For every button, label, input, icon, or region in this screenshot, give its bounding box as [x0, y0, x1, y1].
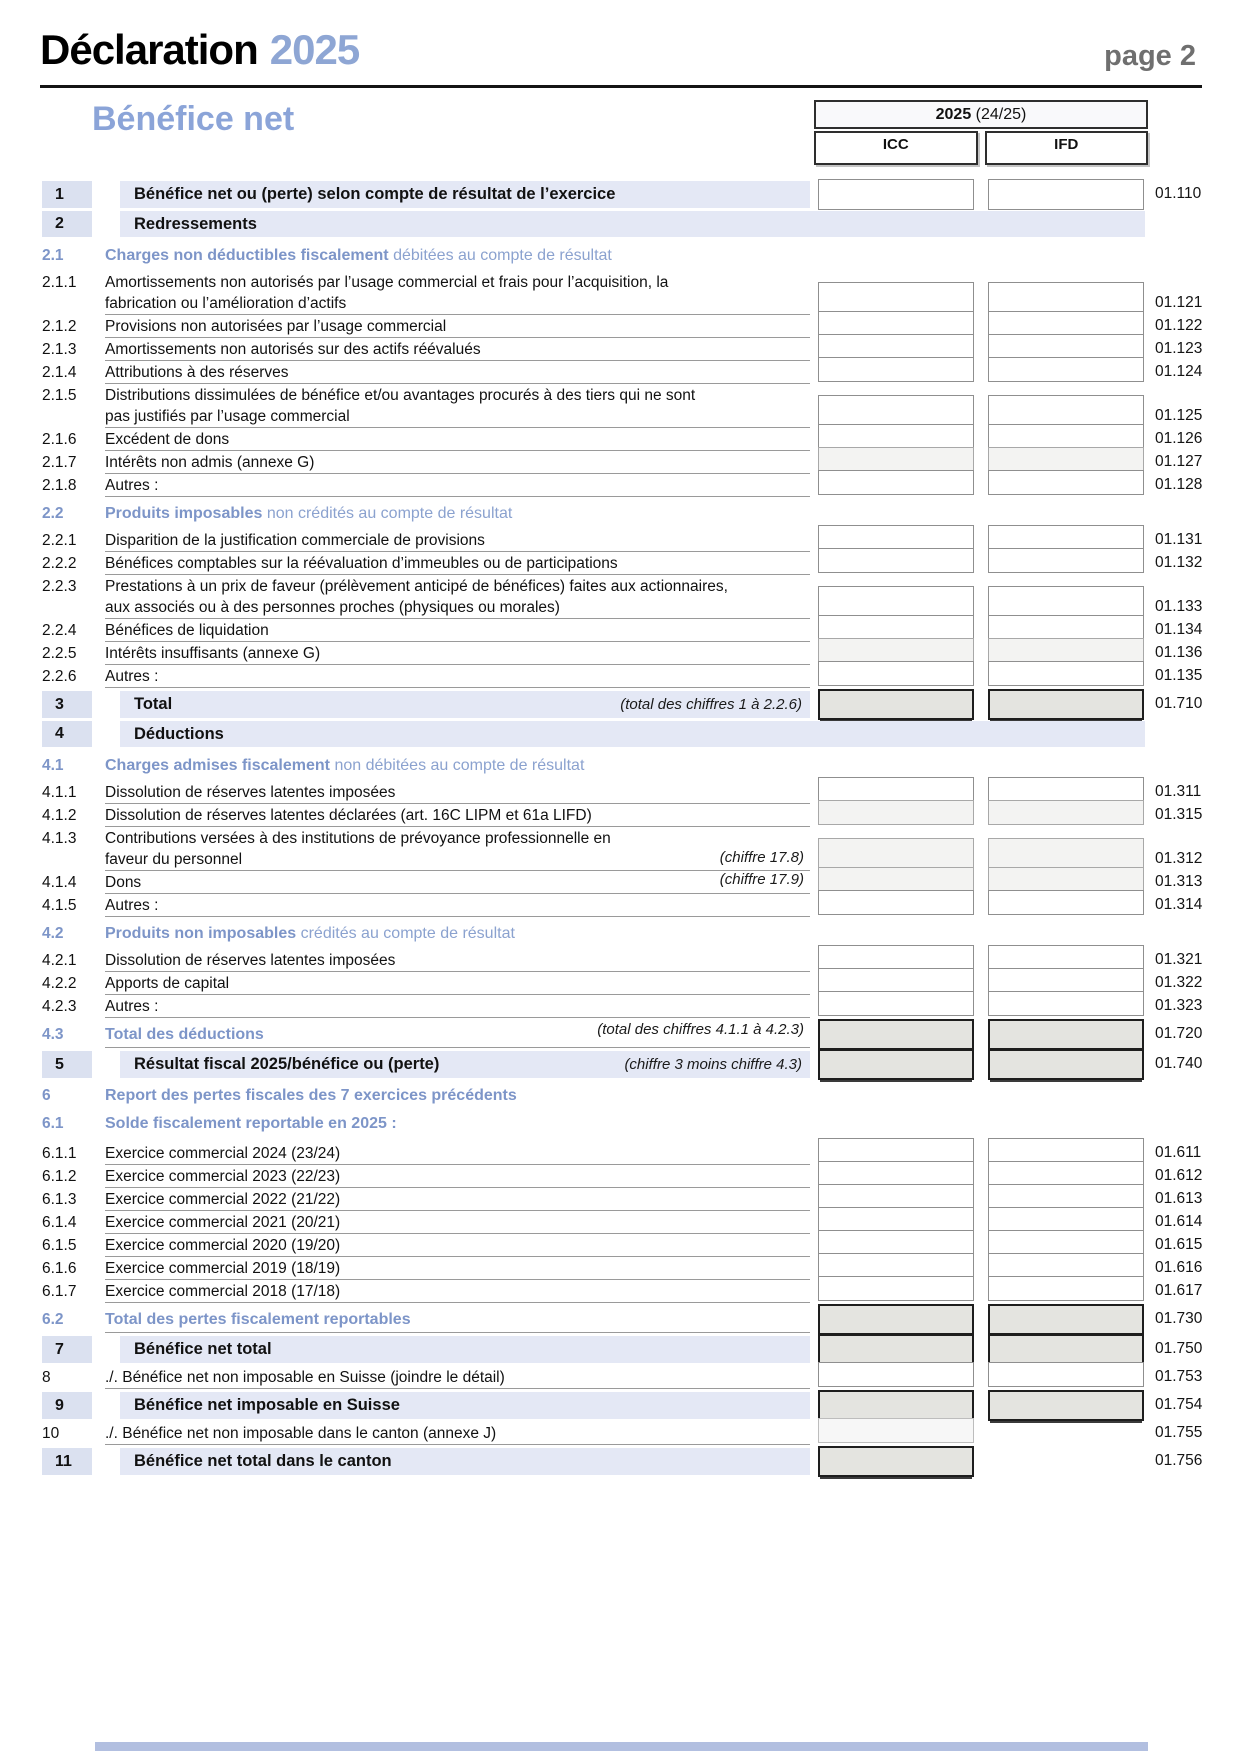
row-label: Autres :: [105, 894, 810, 917]
row-2.2.3: [0, 575, 1240, 619]
row-label: Exercice commercial 2021 (20/21): [105, 1211, 810, 1234]
icc-input-2.1.8[interactable]: [818, 470, 974, 495]
ifd-input-2.1.8[interactable]: [988, 470, 1144, 495]
row-4.1.3: [0, 827, 1240, 871]
row-label: Dissolution de réserves latentes imposées: [105, 949, 810, 972]
ifd-input-4.2.2[interactable]: [988, 968, 1144, 993]
icc-input-6.1.7[interactable]: [818, 1276, 974, 1301]
ifd-input-2.2.5[interactable]: [988, 638, 1144, 663]
row-code: 01.133: [1155, 598, 1203, 615]
row-label: Bénéfice net ou (perte) selon compte de résultat de l’exercice: [120, 181, 810, 208]
row-code: 01.720: [1155, 1025, 1203, 1042]
form-rows: [0, 178, 1240, 1478]
row-label-bold: Solde fiscalement reportable en 2025 :: [105, 1115, 397, 1132]
row-label: Amortissements non autorisés sur des actifs réévalués: [105, 338, 810, 361]
ifd-input-6.1.4[interactable]: [988, 1207, 1144, 1232]
icc-input-6.1.1[interactable]: [818, 1138, 974, 1163]
row-number: 4: [42, 721, 92, 747]
row-9: [0, 1392, 1240, 1419]
row-8: [0, 1366, 1240, 1389]
icc-input-2.1.6[interactable]: [818, 424, 974, 449]
ifd-input-4.1.5[interactable]: [988, 890, 1144, 915]
icc-input-8[interactable]: [818, 1362, 974, 1387]
row-code: 01.125: [1155, 407, 1203, 424]
ifd-input-2.1.3[interactable]: [988, 334, 1144, 359]
ifd-input-4.3[interactable]: [988, 1019, 1144, 1050]
icc-input-1[interactable]: [818, 179, 974, 210]
icc-input-2.2.2[interactable]: [818, 548, 974, 573]
row-label: Bénéfice net total: [120, 1336, 810, 1363]
icc-input-6.1.4[interactable]: [818, 1207, 974, 1232]
row-code: 01.110: [1155, 185, 1202, 202]
icc-input-7[interactable]: [818, 1334, 974, 1365]
row-2.1.4: [0, 361, 1240, 384]
ifd-input-6.1.7[interactable]: [988, 1276, 1144, 1301]
row-7: [0, 1336, 1240, 1363]
row-code: 01.123: [1155, 340, 1203, 357]
icc-input-5[interactable]: [818, 1049, 974, 1080]
ifd-input-2.1.6[interactable]: [988, 424, 1144, 449]
row-10: [0, 1422, 1240, 1445]
row-label: [105, 1086, 810, 1106]
row-number: 2.1.7: [42, 454, 77, 471]
icc-input-4.1.1[interactable]: [818, 777, 974, 802]
row-number: 2.2: [42, 505, 64, 522]
row-label: Déductions: [120, 721, 1145, 747]
row-code: 01.754: [1155, 1396, 1203, 1413]
row-label: Total des déductions (total des chiffres 4.1.1 à 4.2.3): [105, 1021, 810, 1048]
ifd-input-6.2[interactable]: [988, 1304, 1144, 1335]
page-title-word: Déclaration: [40, 26, 258, 73]
row-number: 4.2.3: [42, 998, 77, 1015]
row-number: 9: [42, 1392, 92, 1419]
icc-input-4.2.3[interactable]: [818, 991, 974, 1016]
row-label: [105, 384, 810, 428]
row-number: 2.2.2: [42, 555, 77, 572]
row-number: 2.2.4: [42, 622, 77, 639]
row-code: 01.128: [1155, 476, 1203, 493]
page-title: [40, 26, 359, 74]
section-title: Bénéfice net: [92, 100, 295, 138]
row-4.2: [0, 924, 1240, 944]
page-number-label: page 2: [1104, 40, 1196, 72]
row-number: 2.1.5: [42, 387, 77, 404]
row-number: 6.1: [42, 1115, 64, 1132]
row-label: Exercice commercial 2023 (22/23): [105, 1165, 810, 1188]
row-label: ./. Bénéfice net non imposable dans le canton (annexe J): [105, 1422, 810, 1445]
icc-input-4.1.5[interactable]: [818, 890, 974, 915]
row-label: Résultat fiscal 2025/bénéfice ou (perte) (chiffre 3 moins chiffre 4.3): [120, 1051, 810, 1078]
row-label-line2: aux associés ou à des personnes proches (physiques ou morales): [105, 599, 560, 616]
row-code: 01.750: [1155, 1340, 1203, 1357]
row-number: 5: [42, 1051, 92, 1078]
row-label-bold: Produits non imposables: [105, 925, 297, 942]
icc-input-6.1.3[interactable]: [818, 1184, 974, 1209]
row-label: Attributions à des réserves: [105, 361, 810, 384]
icc-input-9[interactable]: [818, 1390, 974, 1421]
row-number: 2.1: [42, 247, 64, 264]
row-code: 01.136: [1155, 644, 1203, 661]
row-number: 10: [42, 1425, 60, 1442]
row-number: 11: [42, 1448, 92, 1475]
row-number: 2.2.5: [42, 645, 77, 662]
row-number: 6.1.7: [42, 1283, 77, 1300]
icc-input-2.1.4[interactable]: [818, 357, 974, 382]
row-4: [0, 721, 1240, 747]
row-label: Redressements: [120, 211, 1145, 237]
row-code: 01.126: [1155, 430, 1203, 447]
row-number: 2.1.8: [42, 477, 77, 494]
row-number: 2.2.6: [42, 668, 77, 685]
row-code: 01.710: [1155, 695, 1203, 712]
row-code: 01.311: [1155, 783, 1202, 800]
row-number: 6.1.4: [42, 1214, 77, 1231]
row-label: Bénéfice net total dans le canton: [120, 1448, 810, 1475]
row-label: Bénéfices comptables sur la réévaluation d’immeubles ou de participations: [105, 552, 810, 575]
row-code: 01.313: [1155, 873, 1203, 890]
ifd-input-2.1.2[interactable]: [988, 311, 1144, 336]
row-label-line1: Contributions versées à des institutions de prévoyance professionnelle en: [105, 830, 611, 847]
row-code: 01.121: [1155, 294, 1203, 311]
row-label-rest: non crédités au compte de résultat: [262, 505, 513, 522]
row-label: Autres :: [105, 995, 810, 1018]
tax-year: 2025: [935, 106, 972, 123]
ifd-input-6.1.3[interactable]: [988, 1184, 1144, 1209]
row-label: ./. Bénéfice net non imposable en Suisse (joindre le détail): [105, 1366, 810, 1389]
row-code: 01.613: [1155, 1190, 1203, 1207]
row-number: 1: [42, 181, 92, 208]
row-code: 01.322: [1155, 974, 1203, 991]
row-number: 6: [42, 1087, 51, 1104]
row-label-line2: fabrication ou l’amélioration d’actifs: [105, 295, 347, 312]
row-2.1.8: [0, 474, 1240, 497]
tax-year-note-value: (24/25): [975, 106, 1027, 123]
row-number: 8: [42, 1369, 51, 1386]
row-label: Apports de capital: [105, 972, 810, 995]
ifd-input-2.2.1[interactable]: [988, 525, 1144, 550]
row-code: 01.131: [1155, 531, 1203, 548]
icc-input-2.2.1[interactable]: [818, 525, 974, 550]
row-number: 2.1.6: [42, 431, 77, 448]
row-number: 4.1.2: [42, 807, 77, 824]
icc-input-11[interactable]: [818, 1446, 974, 1477]
row-label-line1: Amortissements non autorisés par l’usage commercial et frais pour l’acquisition, la: [105, 274, 669, 291]
row-number: 2.1.2: [42, 318, 77, 335]
row-number: 6.1.6: [42, 1260, 77, 1277]
row-note: (total des chiffres 4.1.1 à 4.2.3): [597, 1021, 804, 1038]
row-6.1.7: [0, 1280, 1240, 1303]
ifd-input-2.2.6[interactable]: [988, 661, 1144, 686]
row-label-bold: Report des pertes fiscales des 7 exercices précédents: [105, 1087, 517, 1104]
row-number: 6.1.2: [42, 1168, 77, 1185]
row-number: 4.1.1: [42, 784, 77, 801]
row-label: Excédent de dons: [105, 428, 810, 451]
row-number: 3: [42, 691, 92, 718]
row-code: 01.753: [1155, 1368, 1203, 1385]
row-label: [105, 575, 810, 619]
row-code: 01.122: [1155, 317, 1203, 334]
row-5: [0, 1051, 1240, 1078]
icc-input-6.1.6[interactable]: [818, 1253, 974, 1278]
row-note: (chiffre 17.9): [719, 871, 804, 888]
row-label: Intérêts insuffisants (annexe G): [105, 642, 810, 665]
icc-input-2.1.3[interactable]: [818, 334, 974, 359]
row-6: [0, 1086, 1240, 1106]
ifd-input-2.1.7[interactable]: [988, 447, 1144, 472]
icc-input-2.2.6[interactable]: [818, 661, 974, 686]
row-label-bold: Charges non déductibles fiscalement: [105, 247, 389, 264]
row-label: Dissolution de réserves latentes imposées: [105, 781, 810, 804]
header-divider: [40, 85, 1202, 88]
ifd-input-4.1.4[interactable]: [988, 867, 1144, 892]
row-code: 01.611: [1155, 1144, 1202, 1161]
row-4.1.2: [0, 804, 1240, 827]
row-label-rest: non débitées au compte de résultat: [330, 757, 585, 774]
row-code: 01.127: [1155, 453, 1203, 470]
row-label: [105, 756, 810, 776]
ifd-input-2.2.4[interactable]: [988, 615, 1144, 640]
icc-input-4.2.1[interactable]: [818, 945, 974, 970]
row-2.2.6: [0, 665, 1240, 688]
row-label: [105, 827, 810, 871]
row-label-line2: faveur du personnel: [105, 851, 243, 868]
row-code: 01.614: [1155, 1213, 1203, 1230]
icc-input-6.1.5[interactable]: [818, 1230, 974, 1255]
ifd-input-9[interactable]: [988, 1390, 1144, 1421]
row-number: 4.1.4: [42, 874, 77, 891]
row-2.2: [0, 504, 1240, 524]
row-11: [0, 1448, 1240, 1475]
icc-input-2.1.7[interactable]: [818, 447, 974, 472]
row-number: 2.1.1: [42, 274, 77, 291]
row-code: 01.756: [1155, 1452, 1203, 1469]
row-number: 4.1.3: [42, 830, 77, 847]
row-number: 6.2: [42, 1311, 64, 1328]
ifd-input-2.1.4[interactable]: [988, 357, 1144, 382]
row-label-bold: Produits imposables: [105, 505, 263, 522]
row-code: 01.323: [1155, 997, 1203, 1014]
row-number: 6.1.3: [42, 1191, 77, 1208]
row-2: [0, 211, 1240, 237]
row-2.1.1: [0, 271, 1240, 315]
row-label-line1: Prestations à un prix de faveur (prélèvement anticipé de bénéfices) faites aux actionnaires,: [105, 578, 728, 595]
row-label: Total (total des chiffres 1 à 2.2.6): [120, 691, 810, 718]
ifd-input-8[interactable]: [988, 1362, 1144, 1387]
icc-input-4.3[interactable]: [818, 1019, 974, 1050]
row-code: 01.615: [1155, 1236, 1203, 1253]
icc-input-6.1.2[interactable]: [818, 1161, 974, 1186]
row-code: 01.124: [1155, 363, 1203, 380]
ifd-input-3[interactable]: [988, 689, 1144, 720]
row-label: Autres :: [105, 665, 810, 688]
row-label-bold: Charges admises fiscalement: [105, 757, 330, 774]
ifd-input-4.2.1[interactable]: [988, 945, 1144, 970]
row-label: Exercice commercial 2022 (21/22): [105, 1188, 810, 1211]
ifd-input-4.1.1[interactable]: [988, 777, 1144, 802]
row-label: [105, 504, 810, 524]
tax-year-cell: [814, 100, 1148, 129]
row-label-line2: pas justifiés par l’usage commercial: [105, 408, 350, 425]
row-label: Bénéfice net imposable en Suisse: [120, 1392, 810, 1419]
row-label: Exercice commercial 2018 (17/18): [105, 1280, 810, 1303]
row-label: Provisions non autorisées par l’usage commercial: [105, 315, 810, 338]
row-code: 01.321: [1155, 951, 1203, 968]
row-number: 4.2.2: [42, 975, 77, 992]
row-label: [105, 271, 810, 315]
page-title-year: 2025: [269, 26, 360, 73]
row-label: [105, 924, 810, 944]
row-note: (total des chiffres 1 à 2.2.6): [620, 696, 802, 713]
row-code: 01.730: [1155, 1310, 1203, 1327]
ifd-input-6.1.2[interactable]: [988, 1161, 1144, 1186]
icc-input-6.2[interactable]: [818, 1304, 974, 1335]
row-label: Exercice commercial 2019 (18/19): [105, 1257, 810, 1280]
row-label: Disparition de la justification commerciale de provisions: [105, 529, 810, 552]
row-2.2.2: [0, 552, 1240, 575]
row-number: 7: [42, 1336, 92, 1363]
row-code: 01.617: [1155, 1282, 1203, 1299]
ifd-input-4.2.3[interactable]: [988, 991, 1144, 1016]
icc-input-10[interactable]: [818, 1418, 974, 1443]
row-number: 4.2: [42, 925, 64, 942]
row-number: 2.1.4: [42, 364, 77, 381]
row-label: Exercice commercial 2020 (19/20): [105, 1234, 810, 1257]
row-code: 01.132: [1155, 554, 1203, 571]
row-2.1.5: [0, 384, 1240, 428]
ifd-input-4.1.2[interactable]: [988, 800, 1144, 825]
ifd-input-6.1.5[interactable]: [988, 1230, 1144, 1255]
icc-input-4.1.2[interactable]: [818, 800, 974, 825]
row-4.1: [0, 756, 1240, 776]
ifd-input-5[interactable]: [988, 1049, 1144, 1080]
row-code: 01.755: [1155, 1424, 1203, 1441]
row-code: 01.312: [1155, 850, 1203, 867]
row-4.2.3: [0, 995, 1240, 1018]
icc-input-3[interactable]: [818, 689, 974, 720]
ifd-input-2.2.2[interactable]: [988, 548, 1144, 573]
row-3: [0, 691, 1240, 718]
row-number: 4.3: [42, 1026, 64, 1043]
ifd-input-7[interactable]: [988, 1334, 1144, 1365]
row-number: 6.1.5: [42, 1237, 77, 1254]
row-number: 2.1.3: [42, 341, 77, 358]
row-number: 4.1: [42, 757, 64, 774]
row-label: Dissolution de réserves latentes déclarées (art. 16C LIPM et 61a LIFD): [105, 804, 810, 827]
row-1: [0, 181, 1240, 208]
row-code: 01.314: [1155, 896, 1203, 913]
row-note: (chiffre 17.8): [719, 849, 804, 866]
column-header: [814, 100, 1148, 165]
row-note: (chiffre 3 moins chiffre 4.3): [624, 1056, 802, 1073]
icc-input-4.2.2[interactable]: [818, 968, 974, 993]
row-4.1.5: [0, 894, 1240, 917]
row-label: [105, 1114, 810, 1134]
row-number: 4.2.1: [42, 952, 77, 969]
row-label: Dons (chiffre 17.9): [105, 871, 810, 894]
icc-input-2.2.5[interactable]: [818, 638, 974, 663]
row-code: 01.315: [1155, 806, 1203, 823]
row-label: Bénéfices de liquidation: [105, 619, 810, 642]
row-2.1: [0, 246, 1240, 266]
row-number: 2.2.1: [42, 532, 77, 549]
row-label-line1: Distributions dissimulées de bénéfice et/ou avantages procurés à des tiers qui ne sont: [105, 387, 696, 404]
row-label: [105, 246, 810, 266]
row-6.2: [0, 1306, 1240, 1333]
row-label: Exercice commercial 2024 (23/24): [105, 1142, 810, 1165]
row-code: 01.612: [1155, 1167, 1203, 1184]
row-label: Autres :: [105, 474, 810, 497]
row-number: 2.2.3: [42, 578, 77, 595]
icc-input-2.1.2[interactable]: [818, 311, 974, 336]
column-header-row: [814, 131, 1148, 165]
row-label: Intérêts non admis (annexe G): [105, 451, 810, 474]
row-label: Total des pertes fiscalement reportables: [105, 1306, 810, 1333]
row-6.1: [0, 1114, 1240, 1134]
ifd-column-header: IFD: [985, 131, 1149, 165]
icc-input-4.1.4[interactable]: [818, 867, 974, 892]
row-code: 01.616: [1155, 1259, 1203, 1276]
icc-column-header: ICC: [814, 131, 978, 165]
row-code: 01.740: [1155, 1055, 1203, 1072]
ifd-input-1[interactable]: [988, 179, 1144, 210]
ifd-input-6.1.1[interactable]: [988, 1138, 1144, 1163]
icc-input-2.2.4[interactable]: [818, 615, 974, 640]
row-number: 6.1.1: [42, 1145, 77, 1162]
row-number: 4.1.5: [42, 897, 77, 914]
row-number: 2: [42, 211, 92, 237]
row-4.3: [0, 1021, 1240, 1048]
ifd-input-6.1.6[interactable]: [988, 1253, 1144, 1278]
footer-bar: [95, 1742, 1148, 1751]
row-label-rest: débitées au compte de résultat: [388, 247, 612, 264]
row-label-rest: crédités au compte de résultat: [296, 925, 515, 942]
row-code: 01.134: [1155, 621, 1203, 638]
row-code: 01.135: [1155, 667, 1203, 684]
